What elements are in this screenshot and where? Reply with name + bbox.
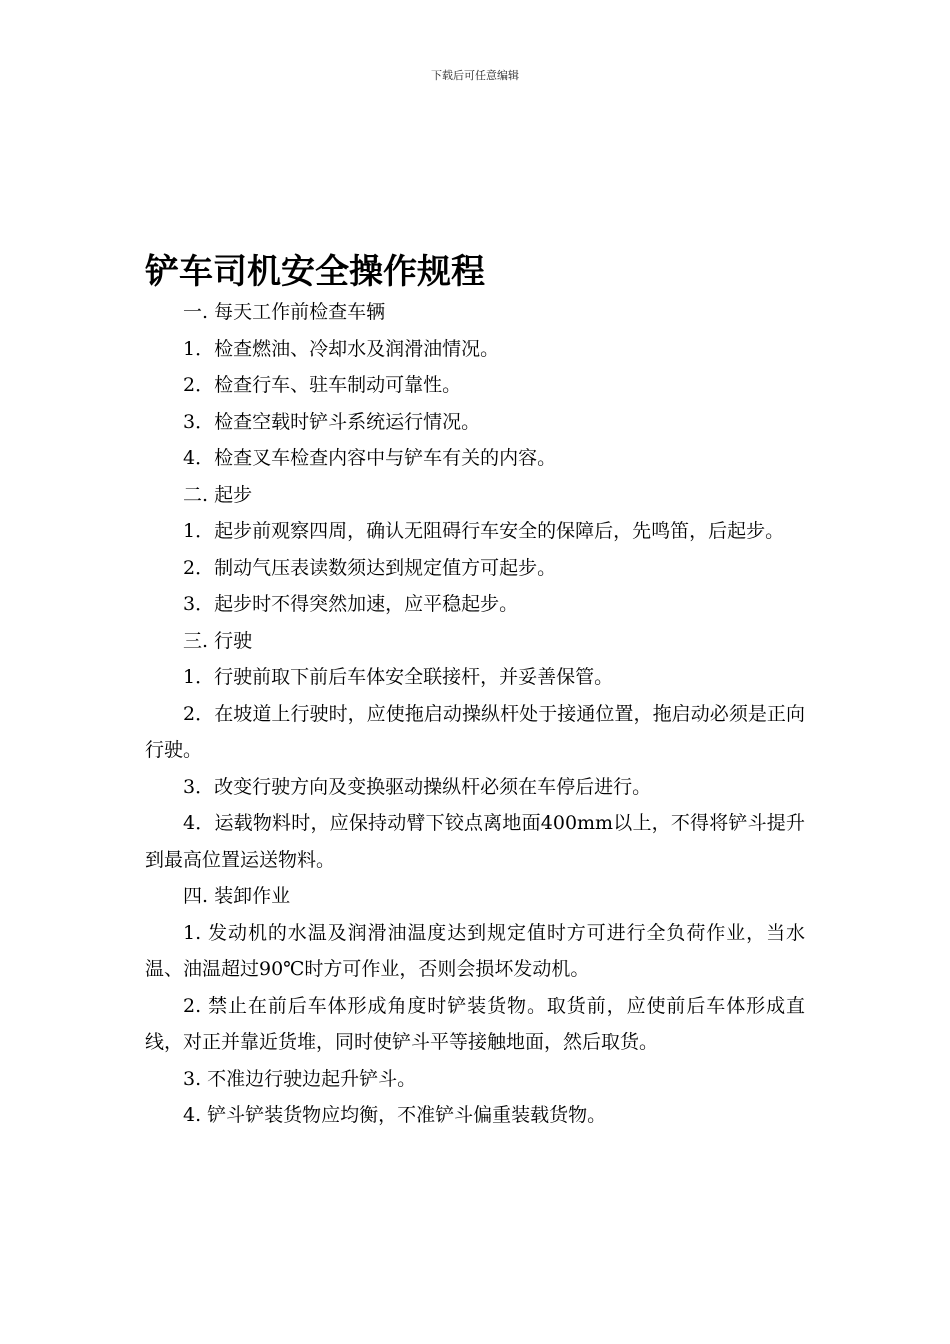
document-body xyxy=(145,294,805,1134)
paragraph: 4．检查叉车检查内容中与铲车有关的内容。 xyxy=(183,447,557,469)
section-heading: 三. 行驶 xyxy=(183,629,253,652)
paragraph: 2. 禁止在前后车体形成角度时铲装货物。取货前，应使前后车体形成直线，对正并靠近货堆，同时使铲斗平等接触地面，然后取货。 xyxy=(145,994,805,1053)
paragraph: 2．制动气压表读数须达到规定值方可起步。 xyxy=(183,556,557,579)
paragraph: 4. 铲斗铲装货物应均衡，不准铲斗偏重装载货物。 xyxy=(183,1104,607,1126)
paragraph: 1．起步前观察四周，确认无阻碍行车安全的保障后，先鸣笛，后起步。 xyxy=(183,520,785,542)
paragraph: 4．运载物料时，应保持动臂下铰点离地面400mm以上，不得将铲斗提升到最高位置运送物料。 xyxy=(145,812,805,871)
paragraph: 1．行驶前取下前后车体安全联接杆，并妥善保管。 xyxy=(183,666,614,688)
paragraph: 1．检查燃油、冷却水及润滑油情况。 xyxy=(183,337,500,360)
paragraph: 3．检查空载时铲斗系统运行情况。 xyxy=(183,410,481,433)
header-note: 下载后可任意编辑 xyxy=(431,69,519,82)
paragraph: 1. 发动机的水温及润滑油温度达到规定值时方可进行全负荷作业，当水温、油温超过90℃时方可作业，否则会损坏发动机。 xyxy=(145,921,805,980)
section-heading: 四. 装卸作业 xyxy=(183,885,291,907)
paragraph: 3. 不准边行驶边起升铲斗。 xyxy=(183,1067,417,1090)
paragraph: 3．改变行驶方向及变换驱动操纵杆必须在车停后进行。 xyxy=(183,775,652,798)
section-heading: 一. 每天工作前检查车辆 xyxy=(183,301,386,323)
paragraph: 3．起步时不得突然加速，应平稳起步。 xyxy=(183,593,519,615)
paragraph: 2．在坡道上行驶时，应使拖启动操纵杆处于接通位置，拖启动必须是正向行驶。 xyxy=(145,702,805,761)
section-heading: 二. 起步 xyxy=(183,483,253,506)
paragraph: 2．检查行车、驻车制动可靠性。 xyxy=(183,374,462,396)
document-title: 铲车司机安全操作规程 xyxy=(145,252,485,292)
